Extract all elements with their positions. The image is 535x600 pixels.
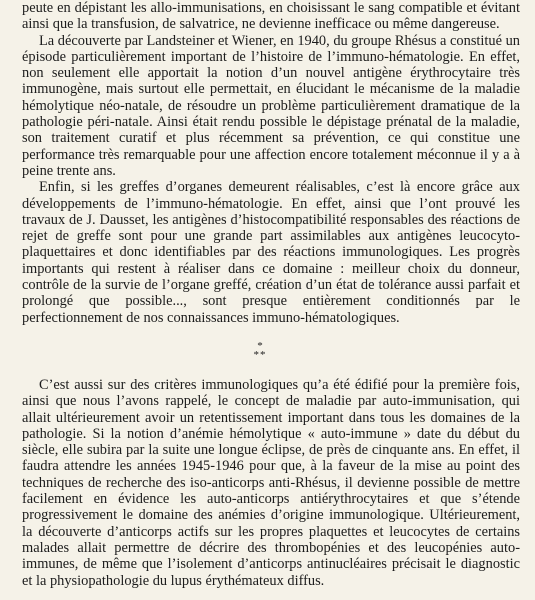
paragraph-greffes: Enfin, si les greffes d’organes demeurent réalisables, c’est là encore grâce aux développements de l’immuno-hématologie. En effet, ainsi que l’ont prouvé les travaux de J. Dausset, les antigènes d’histocompatibilité responsables des réactions de rejet de greffe sont pour une grande part assimilables aux antigènes leucocyto-plaquettaires et donc identifiables par des réactions immunologiques. Les progrès importants qui restent à réaliser dans ce domaine : meilleur choix du donneur, contrôle de la survie de l’organe greffé, création d’un état de tolérance aussi parfait et prolongé que possible..., sont presque entièrement conditionnés par le perfectionnement de nos connaissances immuno-hématologiques. <box>22 179 520 326</box>
paragraph-auto-immunisation: C’est aussi sur des critères immunologiques qu’a été édifié pour la première fois, ainsi que nous l’avons rappelé, le concept de maladie par auto-immunisation, qui allait ultérieurement avoir un retentissement important dans tous les domaines de la pathologie. Si la notion d’anémie hémolytique « auto-immune » date du début du siècle, elle subira par la suite une longue éclipse, de près de cinquante ans. En effet, il faudra attendre les années 1945-1946 pour que, à la faveur de la mise au point des techniques de recherche des iso-anticorps anti-Rhésus, il devienne possible de mettre facilement en évidence les auto-anticorps antiérythrocytaires et que s’étende progressivement le domaine des anémies d’origine immunologique. Ultérieurement, la découverte d’anticorps actifs sur les propres plaquettes et leucocytes de certains malades allait permettre de décrire des thrombopénies et des leucopénies auto-immunes, de même que l’isolement d’anticorps antinucléaires précisait le diagnostic et la physiopathologie du lupus érythémateux diffus. <box>22 377 520 589</box>
asterism-top: * <box>257 340 263 352</box>
asterism-bottom: ** <box>253 349 267 361</box>
paragraph-continued: peute en dépistant les allo-immunisations, en choisissant le sang compatible et évitant ainsi que la transfusion, de salvatrice, ne devienne inefficace ou même dangereuse. <box>22 0 520 33</box>
page-text-bottom <box>22 377 520 589</box>
page-text-top <box>22 0 520 326</box>
paragraph-rhesus: La découverte par Landsteiner et Wiener, en 1940, du groupe Rhésus a constitué un épisode particulièrement important de l’histoire de l’immuno-hématologie. En effet, non seulement elle apportait la notion d’un nouvel antigène érythrocytaire très immunogène, mais surtout elle permettait, en élucidant le mécanisme de la maladie hémolytique néo-natale, de résoudre un problème particulièrement dramatique de la pathologie péri-natale. Ainsi était rendu possible le dépistage prénatal de la maladie, son traitement curatif et plus récemment sa prévention, ce qui constitue une performance très remarquable pour une affection encore totalement méconnue il y a à peine trente ans. <box>22 32 520 179</box>
section-separator-asterism <box>248 342 272 362</box>
